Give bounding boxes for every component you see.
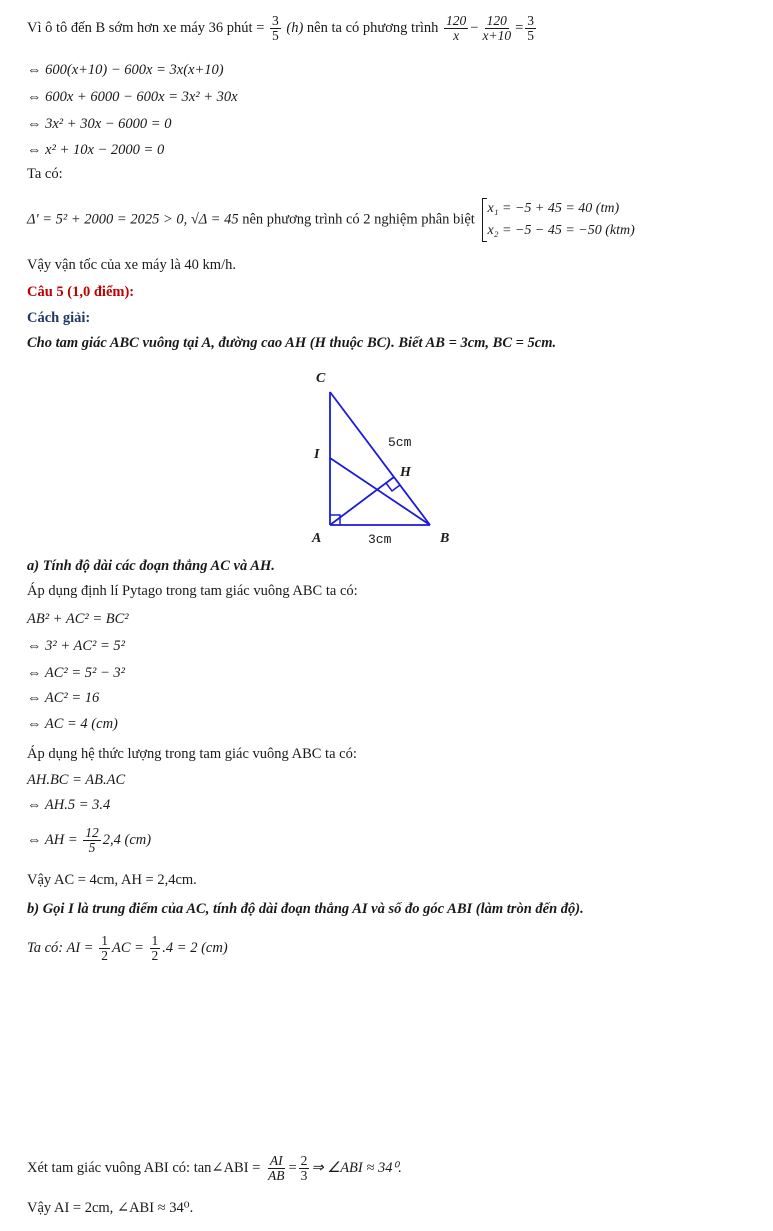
equation-step: Xét tam giác vuông ABI có: tan∠ABI = $\frac{AI}{AB}$ = $\frac{2}{3}$ ⇒ ∠ABI ≈ 34⁰. [27,1153,402,1183]
problem-statement: Cho tam giác ABC vuông tại A, đường cao AH (H thuộc BC). Biết AB = 3cm, BC = 5cm. [27,335,557,351]
equation-step: ⇔ 3² + AC² = 5² [27,638,126,654]
segment-BI [330,458,430,525]
fraction: $\frac{2}{3}$ [300,1153,308,1183]
text: nên ta có phương trình [306,19,439,36]
question-heading: Câu 5 (1,0 điểm): [27,284,135,300]
text-line: Áp dụng định lí Pytago trong tam giác vuông ABC ta có: [27,583,358,599]
conclusion: Vậy vận tốc của xe máy là 40 km/h. [27,257,236,273]
equation-step: Ta có: AI = $\frac{1}{2}$ AC = $\frac{1}{2}$ .4 = 2 (cm) [27,933,228,963]
conclusion: Vậy AC = 4cm, AH = 2,4cm. [27,872,197,888]
part-a-heading: a) Tính độ dài các đoạn thẳng AC và AH. [27,558,275,574]
solution-2: x₂ = −5 − 45 = −50 (ktm) [487,223,635,238]
fraction: $\frac{3}{5}$ [272,13,279,43]
equation-step: ⇔ AC² = 5² − 3² [27,665,126,681]
fraction: $\frac{12}{5}$ [85,825,99,855]
final-conclusion: Vậy AI = 2cm, ∠ABI ≈ 34⁰. [27,1200,194,1216]
equation-step: ⇔ x² + 10x − 2000 = 0 [27,142,165,158]
fraction: $\frac{1}{2}$ [151,933,159,963]
solution-heading: Cách giải: [27,310,91,326]
equation-step: ⇔ 3x² + 30x − 6000 = 0 [27,116,172,132]
equation-step: ⇔ 600(x+10) − 600x = 3x(x+10) [27,62,224,78]
unit: (h) [286,19,304,36]
side-BC [330,392,430,525]
fraction: $\frac{120}{x}$ [446,13,467,43]
formula: Δ' = 5² + 2000 = 2025 > 0, √Δ = 45 [27,211,239,228]
equation-step: AB² + AC² = BC² [27,611,129,627]
label-AB-length: 3cm [368,532,392,547]
equation-step: ⇔ AC = 4 (cm) [27,716,118,732]
part-b-heading: b) Gọi I là trung điểm của AC, tính độ dài đoạn thẳng AI và số đo góc ABI (làm tròn đến độ). [27,901,584,917]
equation-step: ⇔ 600x + 6000 − 600x = 3x² + 30x [27,89,238,105]
discriminant-line [27,198,635,242]
text: nên phương trình có 2 nghiệm phân biệt [242,211,475,228]
fraction: $\frac{AI}{AB}$ [267,1153,285,1183]
text-line: Ta có: [27,166,63,182]
label-A: A [312,531,322,546]
label-I: I [314,447,320,462]
fraction: $\frac{120}{x+10}$ [482,13,512,43]
triangle-figure [300,362,470,552]
label-BC-length: 5cm [388,435,412,450]
equation-step: ⇔ AC² = 16 [27,690,100,706]
equation-step: AH.BC = AB.AC [27,772,126,788]
intro-equation-line: Vì ô tô đến B sớm hơn xe máy 36 phút = $\frac{3}{5}$ (h) nên ta có phương trình $\frac{120}{x}$ − $\frac{120}{x+10}$ = $\frac{3}{5}$ [27,13,535,43]
text: Vì ô tô đến B sớm hơn xe máy 36 phút = [27,19,265,36]
label-C: C [316,371,326,386]
fraction: $\frac{3}{5}$ [527,13,535,43]
solution-cases [482,198,634,242]
text-line: Áp dụng hệ thức lượng trong tam giác vuông ABC ta có: [27,746,357,762]
label-B: B [440,531,450,546]
solution-1: x₁ = −5 + 45 = 40 (tm) [487,201,620,216]
right-angle-H [386,483,400,491]
equation-step: ⇔ AH = $\frac{12}{5}$ 2,4 (cm) [27,825,152,855]
label-H: H [400,465,411,480]
fraction: $\frac{1}{2}$ [101,933,108,963]
equation-step: ⇔ AH.5 = 3.4 [27,797,111,813]
